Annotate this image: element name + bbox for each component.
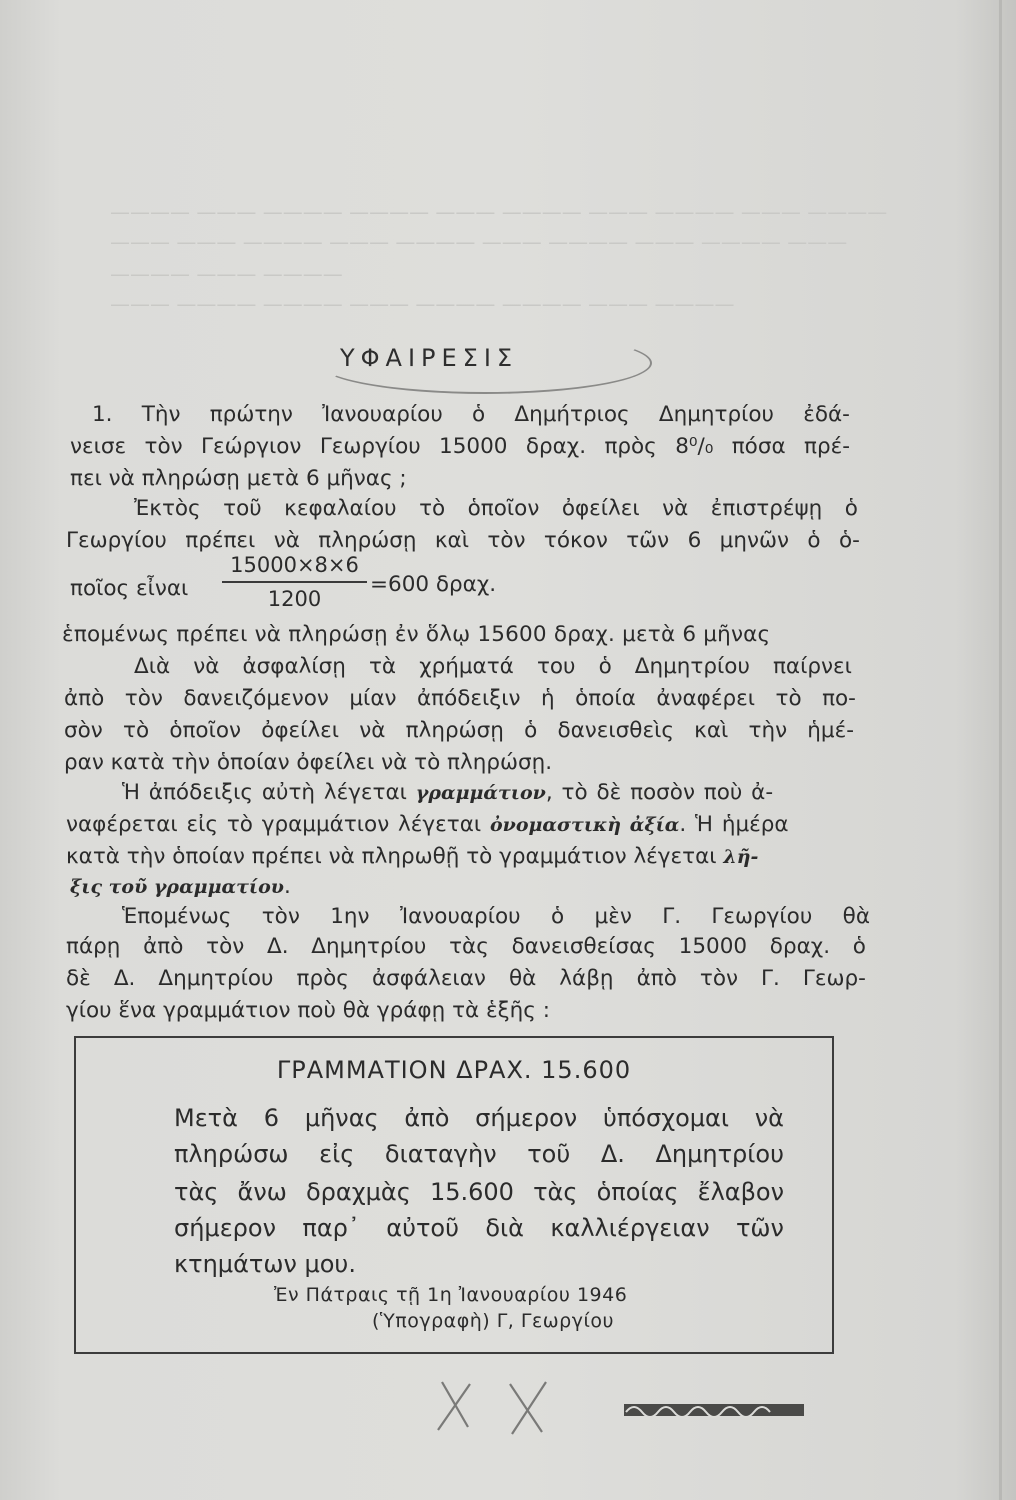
- section-title: [318, 332, 648, 390]
- text-line: [64, 686, 856, 711]
- word: τὸν: [699, 966, 738, 991]
- word: Γεωρ-: [802, 966, 866, 991]
- word: καὶ: [434, 528, 469, 553]
- bleed-through-text: ———— ——— ———— ———— ——— ———— ——— ———— ——— ————: [110, 200, 888, 224]
- word: Γ.: [662, 904, 682, 929]
- word: δὲ: [66, 966, 91, 991]
- word: ἡ: [541, 686, 555, 711]
- word: Δημητρίου: [634, 654, 750, 679]
- word: ἔλαβον: [697, 1178, 784, 1206]
- word: πόσα: [731, 434, 786, 459]
- bleed-through-text: ——— ———— ———— ——— ———— ———— ——— ————: [110, 292, 735, 316]
- word: τὸν: [206, 934, 245, 959]
- word: ὁ-: [838, 528, 860, 553]
- defined-term: ὀνομαστικὴ ἀξία: [489, 814, 680, 836]
- word: πο-: [822, 686, 856, 711]
- fraction-denominator: 1200: [267, 586, 322, 611]
- word: ὁ: [807, 528, 821, 553]
- defined-term: λῆ-: [723, 846, 759, 868]
- text-line: πει νὰ πληρώσῃ μετὰ 6 μῆνας ;: [70, 466, 407, 491]
- text-line: [134, 496, 858, 521]
- word: πληρώσῃ: [318, 528, 417, 553]
- word: κεφαλαίου: [284, 496, 397, 521]
- fraction-result: =600 δραχ.: [370, 572, 497, 597]
- word: νὰ: [359, 718, 386, 743]
- note-line: [174, 1178, 784, 1206]
- word: ὁποῖον: [169, 718, 242, 743]
- note-line: [174, 1214, 784, 1242]
- word: ὀφείλει: [561, 496, 640, 521]
- word: πληρώσω: [174, 1140, 289, 1168]
- note-signature: (Ὑπογραφὴ) Γ, Γεωργίου: [372, 1310, 615, 1332]
- word: Γεωργίου: [319, 434, 421, 459]
- word: Ἑπομένως: [122, 904, 232, 929]
- word: 15000: [678, 934, 748, 959]
- word: αὐτοῦ: [386, 1214, 459, 1242]
- word: τὸ: [123, 718, 150, 743]
- word: Δημητρίου: [658, 402, 774, 427]
- word: νὰ: [273, 528, 300, 553]
- word: μῆνας: [304, 1104, 379, 1132]
- word: Δ.: [600, 1140, 625, 1168]
- word: πληρώσῃ: [405, 718, 504, 743]
- word: ὁ: [598, 654, 612, 679]
- note-line: κτημάτων μου.: [174, 1250, 356, 1278]
- word: ἀπὸ: [143, 934, 184, 959]
- word: ἀπὸ: [64, 686, 105, 711]
- page-edge: [999, 0, 1002, 1500]
- text-line: [66, 934, 866, 959]
- word: Δ.: [266, 934, 289, 959]
- text-line: ἑπομένως πρέπει νὰ πληρώσῃ ἐν ὅλῳ 15600 δραχ. μετὰ 6 μῆνας: [62, 622, 771, 647]
- word: ἐπιστρέψῃ: [710, 496, 823, 521]
- word: ὁ: [844, 496, 858, 521]
- word: δραχ.: [525, 434, 587, 459]
- defined-term: γραμμάτιον: [415, 782, 546, 804]
- word: Δημητρίου: [158, 966, 274, 991]
- word: παίρνει: [772, 654, 852, 679]
- word: Γεωργίου: [66, 528, 167, 553]
- word: καλλιέργειαν: [550, 1214, 710, 1242]
- word: τὸν: [261, 904, 300, 929]
- text-span: ναφέρεται εἰς τὸ γραμμάτιον λέγεται: [66, 812, 482, 837]
- word: τὴν: [748, 718, 788, 743]
- bleed-through-text: ——— ——— ———— ——— ———— ——— ———— ——— ———— ———: [110, 230, 848, 254]
- word: Γεωργίου: [711, 904, 813, 929]
- word: ἀπὸ: [404, 1104, 450, 1132]
- text-line: γίου ἕνα γραμμάτιον ποὺ θὰ γράφῃ τὰ ἑξῆς :: [66, 998, 550, 1023]
- text-line: [122, 904, 870, 929]
- word: μίαν: [349, 686, 397, 711]
- word: εἰς: [319, 1140, 355, 1168]
- word: θὰ: [842, 904, 870, 929]
- word: πρὸς: [296, 966, 349, 991]
- word: δραχμὰς: [306, 1178, 411, 1206]
- word: Τὴν: [141, 402, 181, 427]
- text-span: .: [283, 874, 291, 899]
- text-line: [66, 966, 866, 991]
- word: 8⁰/₀: [675, 434, 714, 459]
- word: τοῦ: [527, 1140, 571, 1168]
- word: δανεισθεὶς: [557, 718, 674, 743]
- word: ὀφείλει: [261, 718, 340, 743]
- text-line: [66, 844, 758, 869]
- word: ὁποῖον: [467, 496, 540, 521]
- word: ὁποίας: [596, 1178, 679, 1206]
- word: δανειζόμενον: [183, 686, 329, 711]
- word: Δημήτριος: [514, 402, 630, 427]
- fraction-bar: [222, 581, 367, 583]
- text-line: [70, 434, 850, 459]
- word: σὸν: [64, 718, 103, 743]
- text-line: [122, 780, 773, 805]
- text-span: , τὸ δὲ ποσὸν ποὺ ἀ-: [545, 780, 774, 805]
- word: μὲν: [594, 904, 632, 929]
- word: Δ.: [113, 966, 136, 991]
- word: μηνῶν: [719, 528, 789, 553]
- word: πρέπει: [185, 528, 256, 553]
- word: 6: [263, 1104, 280, 1132]
- word: νὰ: [754, 1104, 784, 1132]
- word: τὰς: [533, 1178, 578, 1206]
- word: διαταγὴν: [384, 1140, 497, 1168]
- word: ἡμέ-: [807, 718, 854, 743]
- word: σήμερον: [174, 1214, 276, 1242]
- word: τῶν: [735, 1214, 784, 1242]
- note-place-date: Ἐν Πάτραις τῇ 1η Ἰανουαρίου 1946: [274, 1284, 628, 1306]
- text-span: . Ἡ ἡμέρα: [679, 812, 789, 837]
- defined-term: ξις τοῦ γραμματίου: [70, 876, 284, 898]
- word: ἀπόδειξιν: [416, 686, 521, 711]
- interest-fraction: [222, 553, 367, 611]
- word: Ἰανουαρίου: [399, 904, 521, 929]
- word: διὰ: [485, 1214, 524, 1242]
- note-line: [174, 1140, 784, 1168]
- word: νὰ: [193, 654, 220, 679]
- word: πρὸς: [604, 434, 657, 459]
- word: τὰς: [449, 934, 489, 959]
- word: δραχ.: [769, 934, 831, 959]
- text-line: [64, 718, 854, 743]
- word: τὸ: [775, 686, 802, 711]
- word: 15.600: [429, 1178, 514, 1206]
- word: νεισε: [70, 434, 127, 459]
- note-heading: ΓΡΑΜΜΑΤΙΟΝ ΔΡΑΧ. 15.600: [276, 1056, 632, 1084]
- text-line: ραν κατὰ τὴν ὁποίαν ὀφείλει νὰ τὸ πληρώσῃ.: [64, 750, 553, 775]
- word: ἀπὸ: [636, 966, 677, 991]
- word: τὸν: [144, 434, 183, 459]
- text-line: [66, 528, 860, 553]
- word: Γ.: [761, 966, 780, 991]
- word: σήμερον: [475, 1104, 578, 1132]
- word: ἄνω: [237, 1178, 287, 1206]
- word: δανεισθείσας: [511, 934, 656, 959]
- word: ὁ: [852, 934, 866, 959]
- word: τὰ: [368, 654, 397, 679]
- word: τόκον: [543, 528, 608, 553]
- word: ἀναφέρει: [656, 686, 756, 711]
- word: πρώτην: [209, 402, 293, 427]
- word: τῶν: [626, 528, 670, 553]
- handwritten-xx: [420, 1372, 570, 1442]
- word: 6: [687, 528, 702, 553]
- page-title: ΥΦΑΙΡΕΣΙΣ: [340, 344, 519, 372]
- word: 1.: [92, 402, 113, 427]
- word: θὰ: [508, 966, 537, 991]
- word: χρήματά: [419, 654, 514, 679]
- note-line: [174, 1104, 784, 1132]
- word: Δημητρίου: [311, 934, 427, 959]
- word: ὁποία: [575, 686, 636, 711]
- word: ὁ: [524, 718, 538, 743]
- word: τὸ: [419, 496, 446, 521]
- promissory-note-box: [74, 1036, 834, 1354]
- word: πρέ-: [804, 434, 850, 459]
- word: Μετὰ: [174, 1104, 238, 1132]
- word: νὰ: [662, 496, 689, 521]
- word: ἀσφάλειαν: [371, 966, 486, 991]
- word: 15000: [439, 434, 508, 459]
- word: τὸν: [487, 528, 526, 553]
- word: ἀσφαλίσῃ: [242, 654, 346, 679]
- bleed-through-text: ———— ——— ————: [110, 262, 343, 286]
- text-line: [70, 874, 291, 899]
- word: ὁ: [472, 402, 486, 427]
- word: τοῦ: [223, 496, 262, 521]
- word: Δημητρίου: [655, 1140, 784, 1168]
- word: ὑπόσχομαι: [602, 1104, 729, 1132]
- word: καὶ: [694, 718, 729, 743]
- text-line: [134, 654, 852, 679]
- word: του: [536, 654, 576, 679]
- fraction-numerator: 15000×8×6: [230, 553, 359, 577]
- text-line: ποῖος εἶναι: [70, 576, 189, 601]
- text-span: κατὰ τὴν ὁποίαν πρέπει νὰ πληρωθῇ τὸ γραμμάτιον λέγεται: [66, 844, 717, 869]
- text-span: Ἡ ἀπόδειξις αὐτὴ λέγεται: [122, 780, 407, 805]
- word: Ἰανουαρίου: [322, 402, 443, 427]
- text-line: [92, 402, 850, 427]
- word: παρ᾽: [302, 1214, 360, 1242]
- word: λάβῃ: [559, 966, 614, 991]
- word: ὁ: [550, 904, 565, 929]
- text-line: [66, 812, 789, 837]
- word: πάρῃ: [66, 934, 121, 959]
- word: 1ην: [330, 904, 370, 929]
- word: τὰς: [174, 1178, 219, 1206]
- scribbled-out-mark: [616, 1392, 816, 1428]
- word: Ἐκτὸς: [134, 496, 201, 521]
- word: Διὰ: [134, 654, 171, 679]
- word: Γεώργιον: [201, 434, 302, 459]
- word: τὸν: [124, 686, 163, 711]
- word: ἐδά-: [803, 402, 850, 427]
